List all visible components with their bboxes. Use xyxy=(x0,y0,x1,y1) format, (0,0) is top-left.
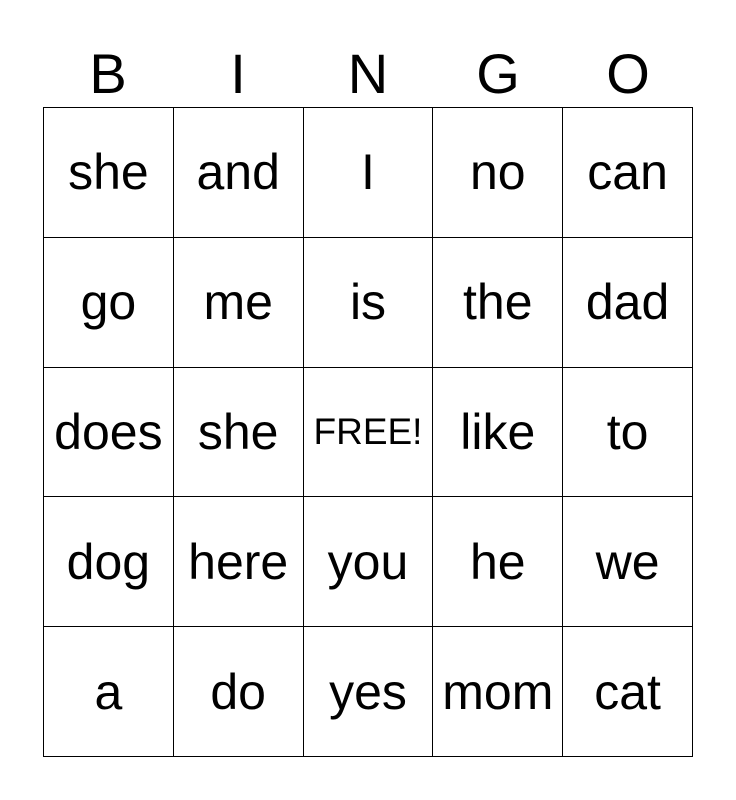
bingo-card xyxy=(43,107,693,757)
bingo-cell[interactable]: he xyxy=(433,497,563,627)
header-letter-n: N xyxy=(347,42,389,105)
bingo-cell[interactable]: she xyxy=(44,108,174,238)
header-letter-g: G xyxy=(476,42,520,105)
bingo-cell[interactable]: is xyxy=(304,238,434,368)
bingo-cell[interactable]: can xyxy=(563,108,693,238)
bingo-cell[interactable]: dad xyxy=(563,238,693,368)
bingo-cell[interactable]: she xyxy=(174,368,304,498)
bingo-header xyxy=(43,42,693,106)
bingo-cell[interactable]: no xyxy=(433,108,563,238)
bingo-cell[interactable]: and xyxy=(174,108,304,238)
bingo-cell[interactable]: go xyxy=(44,238,174,368)
free-space-cell[interactable]: FREE! xyxy=(304,368,434,498)
bingo-cell[interactable]: mom xyxy=(433,627,563,757)
bingo-cell[interactable]: here xyxy=(174,497,304,627)
bingo-cell[interactable]: we xyxy=(563,497,693,627)
header-letter-o: O xyxy=(606,42,650,105)
bingo-cell[interactable]: the xyxy=(433,238,563,368)
bingo-cell[interactable]: a xyxy=(44,627,174,757)
bingo-cell[interactable]: me xyxy=(174,238,304,368)
bingo-cell[interactable]: you xyxy=(304,497,434,627)
bingo-cell[interactable]: yes xyxy=(304,627,434,757)
bingo-cell[interactable]: does xyxy=(44,368,174,498)
bingo-cell[interactable]: do xyxy=(174,627,304,757)
bingo-cell[interactable]: I xyxy=(304,108,434,238)
bingo-cell[interactable]: cat xyxy=(563,627,693,757)
bingo-cell[interactable]: like xyxy=(433,368,563,498)
header-letter-b: B xyxy=(89,42,127,105)
bingo-cell[interactable]: to xyxy=(563,368,693,498)
bingo-cell[interactable]: dog xyxy=(44,497,174,627)
header-letter-i: I xyxy=(230,42,246,105)
